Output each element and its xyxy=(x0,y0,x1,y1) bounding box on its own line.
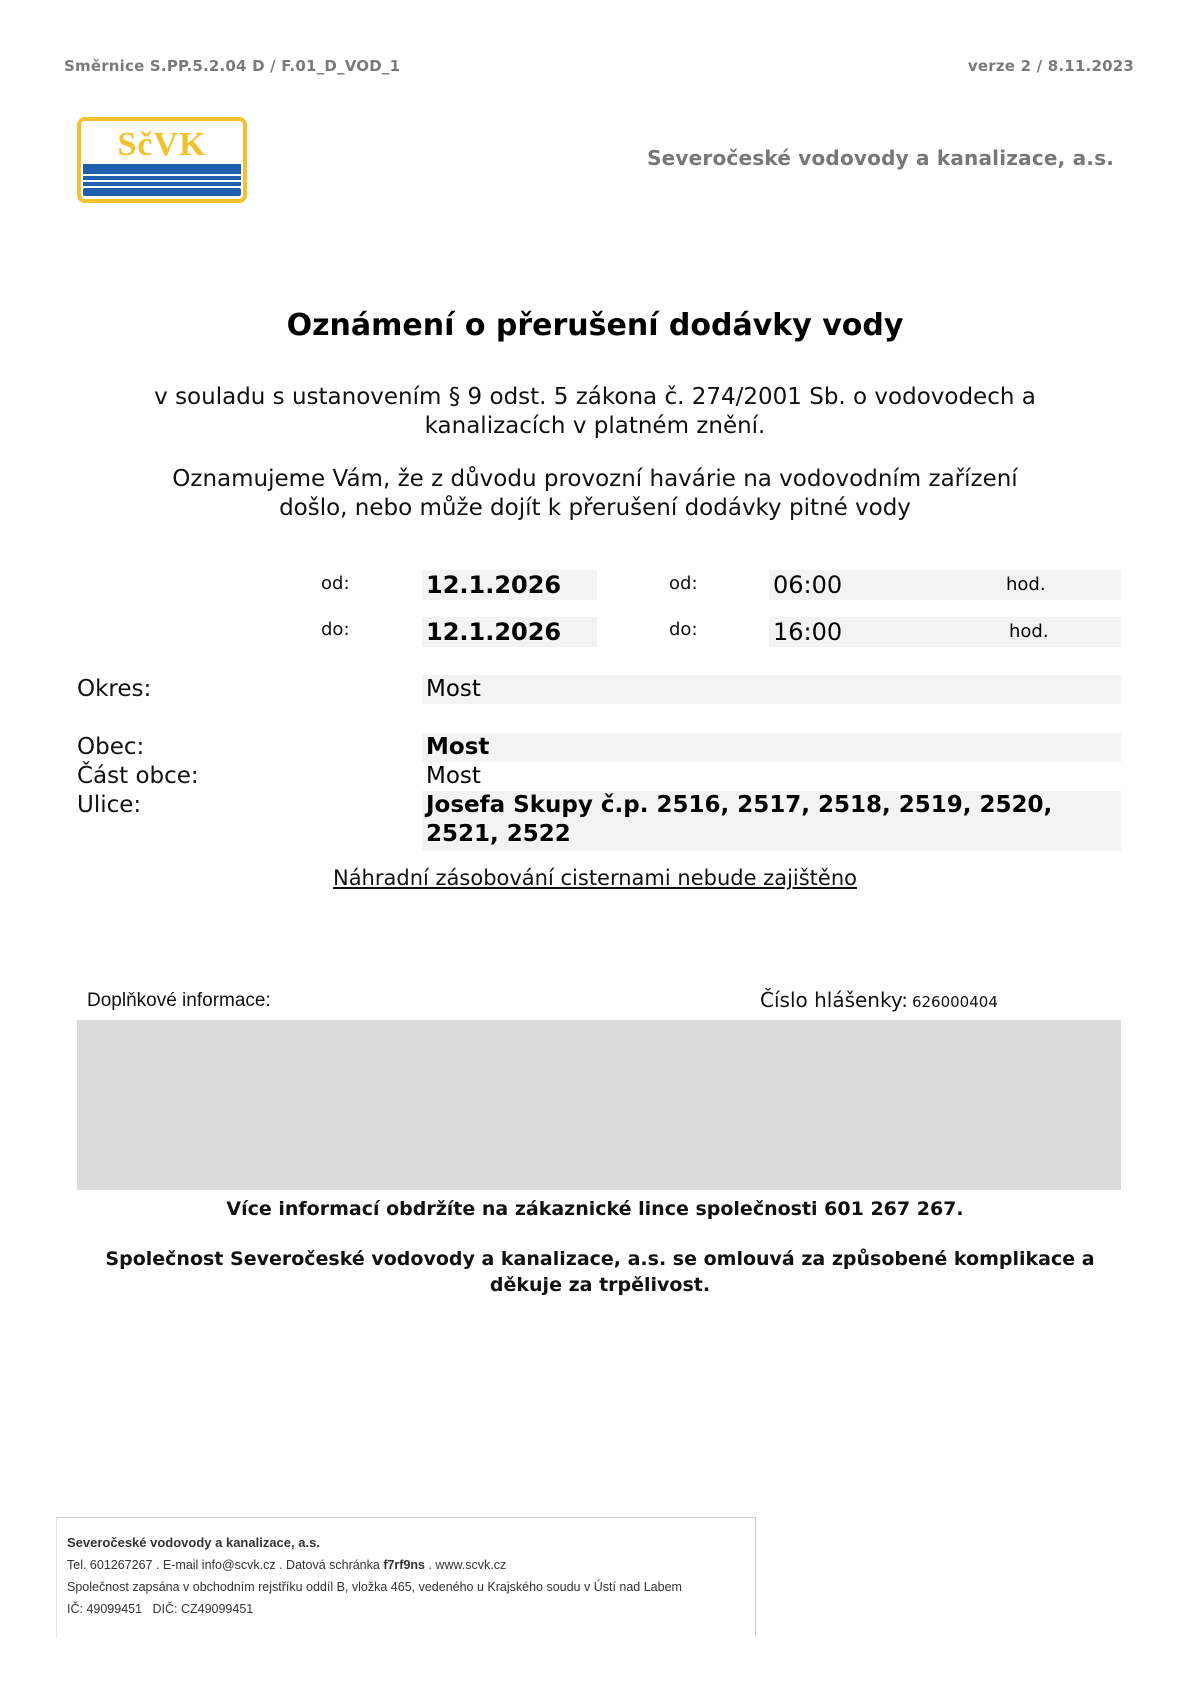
apology-line-1: Společnost Severočeské vodovody a kanalizace, a.s. se omlouvá za způsobené komplikace a xyxy=(105,1248,1095,1270)
notice-line-1: Oznamujeme Vám, že z důvodu provozní havárie na vodovodním zařízení xyxy=(172,466,1018,492)
to-date-value: 12.1.2026 xyxy=(422,617,597,647)
footer-contact xyxy=(67,1554,745,1576)
from-date-value: 12.1.2026 xyxy=(422,570,597,600)
district-value: Most xyxy=(422,675,1121,704)
from-time-value: 06:00 xyxy=(773,571,843,599)
to-time-field xyxy=(769,617,1121,647)
legal-basis-line-1: v souladu s ustanovením § 9 odst. 5 zákona č. 274/2001 Sb. o vodovodech a xyxy=(154,384,1036,410)
footer-ids: IČ: 49099451 DIČ: CZ49099451 xyxy=(67,1602,254,1616)
additional-info-box xyxy=(77,1020,1121,1190)
to-date-label: do: xyxy=(321,619,350,640)
district-label: Okres: xyxy=(77,676,152,702)
page-title: Oznámení o přerušení dodávky vody xyxy=(286,308,904,343)
report-number-value: 626000404 xyxy=(911,993,998,1011)
legal-basis-text xyxy=(100,383,1090,441)
footer-contact-prefix: Tel. 601267267 . E-mail info@scvk.cz . Datová schránka xyxy=(67,1558,384,1572)
footer-data-box-id: f7rf9ns xyxy=(383,1558,425,1572)
footer-contact-suffix: . www.scvk.cz xyxy=(425,1558,507,1572)
replacement-supply-notice: Náhradní zásobování cisternami nebude zajištěno xyxy=(332,866,857,890)
from-date-label: od: xyxy=(321,573,350,594)
additional-info-label: Doplňkové informace: xyxy=(87,990,271,1011)
svg-text:SčVK: SčVK xyxy=(117,126,207,163)
footer-company-info xyxy=(56,1517,756,1637)
document-version: verze 2 / 8.11.2023 xyxy=(967,57,1134,75)
street-line-1: Josefa Skupy č.p. 2516, 2517, 2518, 2519, 2520, xyxy=(426,792,1053,818)
notice-text xyxy=(100,465,1090,523)
street-line-2: 2521, 2522 xyxy=(426,821,571,847)
municipality-part-label: Část obce: xyxy=(77,763,199,789)
to-time-value: 16:00 xyxy=(773,618,843,646)
report-number-label: Číslo hlášenky: xyxy=(760,988,908,1012)
apology-text xyxy=(70,1246,1130,1298)
street-value xyxy=(422,791,1121,851)
to-time-unit: hod. xyxy=(1009,621,1049,642)
document-reference: Směrnice S.PP.5.2.04 D / F.01_D_VOD_1 xyxy=(64,57,401,75)
legal-basis-line-2: kanalizacích v platném znění. xyxy=(424,413,766,439)
from-time-field xyxy=(769,570,1121,600)
notice-line-2: došlo, nebo může dojít k přerušení dodávky pitné vody xyxy=(279,495,911,521)
scvk-logo-icon xyxy=(77,117,247,203)
company-name: Severočeské vodovody a kanalizace, a.s. xyxy=(647,146,1114,170)
from-time-label: od: xyxy=(669,573,698,594)
footer-company-name: Severočeské vodovody a kanalizace, a.s. xyxy=(67,1535,320,1550)
report-number-field xyxy=(760,988,998,1012)
street-label: Ulice: xyxy=(77,792,142,818)
municipality-part-value: Most xyxy=(426,763,481,789)
municipality-value: Most xyxy=(422,733,1121,762)
customer-line-info: Více informací obdržíte na zákaznické lince společnosti 601 267 267. xyxy=(226,1198,964,1220)
municipality-label: Obec: xyxy=(77,734,145,760)
to-time-label: do: xyxy=(669,619,698,640)
apology-line-2: děkuje za trpělivost. xyxy=(489,1274,711,1296)
from-time-unit: hod. xyxy=(1006,574,1046,595)
footer-registration: Společnost zapsána v obchodním rejstříku oddíl B, vložka 465, vedeného u Krajského soudu v Ústí nad Labem xyxy=(67,1580,682,1594)
